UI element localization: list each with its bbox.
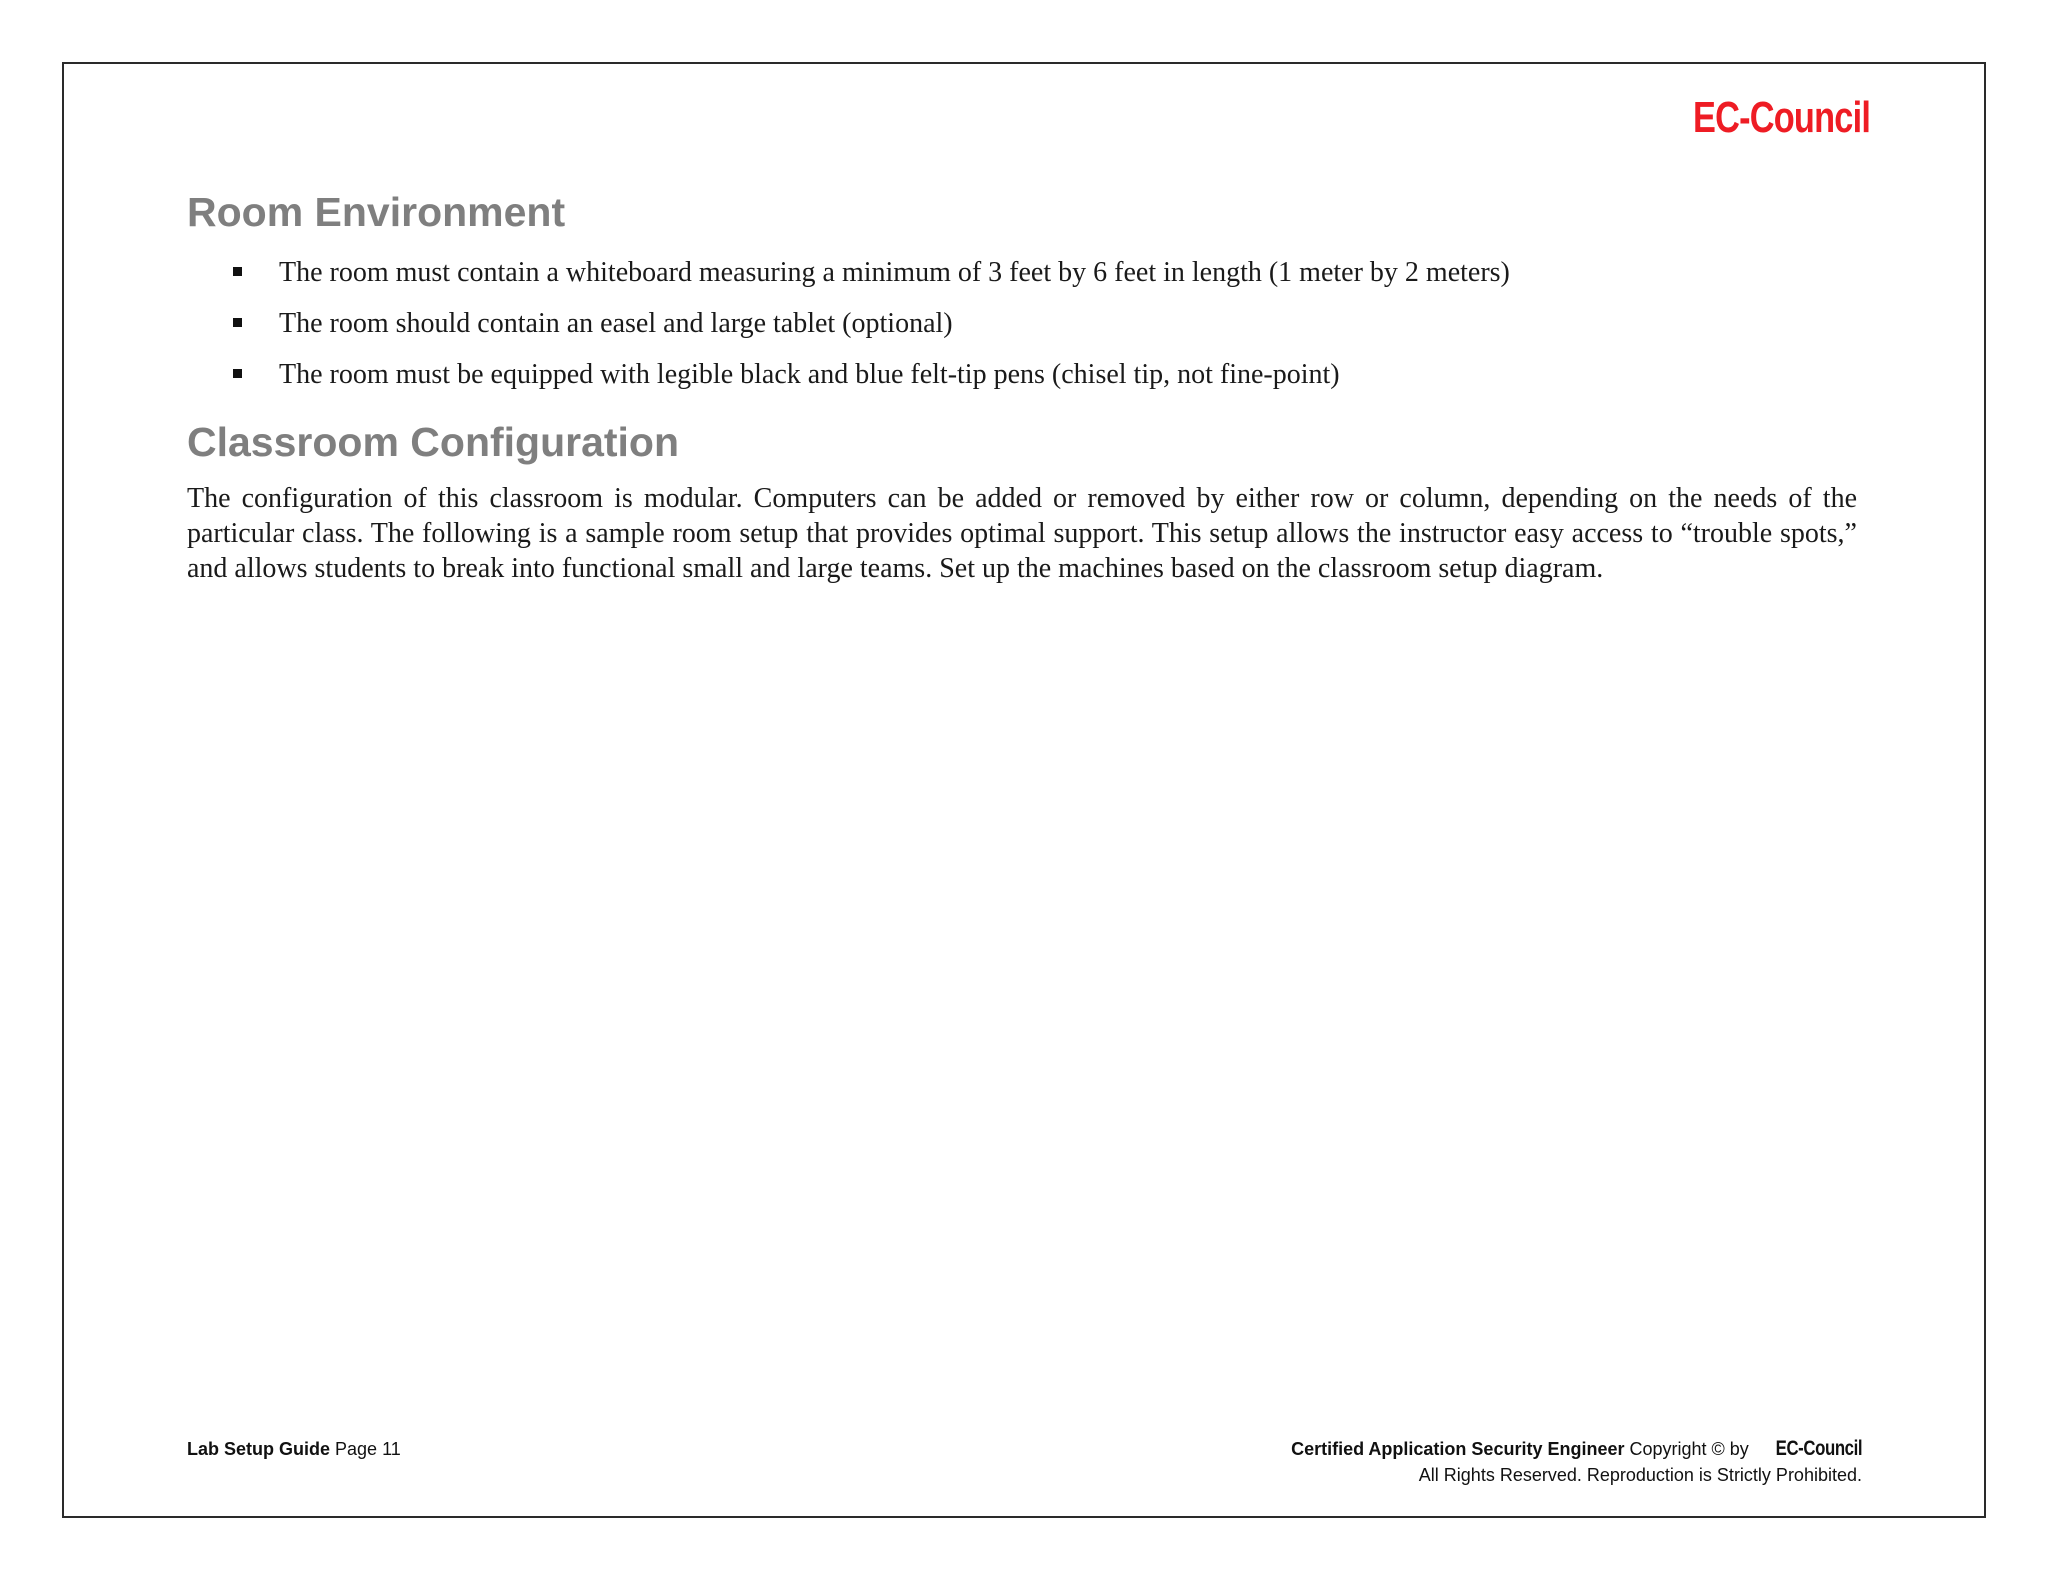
list-item-text: The room must contain a whiteboard measuring a minimum of 3 feet by 6 feet in length (1 meter by 2 meters) [279,257,1510,289]
list-item [279,349,1857,400]
room-environment-list [187,247,1857,400]
footer-ec-council-logo: EC-Council [1775,1437,1862,1460]
footer-guide-name: Lab Setup Guide [187,1439,331,1459]
footer-page-info [187,1439,401,1460]
page-content [187,188,1857,586]
footer-course-name: Certified Application Security Engineer [1291,1439,1625,1459]
footer-copyright-text: Copyright © by [1629,1439,1749,1459]
room-environment-heading: Room Environment [187,189,566,235]
square-bullet-icon [233,267,242,276]
footer-copyright-line [1291,1436,1862,1462]
footer-page-number: Page 11 [335,1439,401,1459]
footer-copyright [1291,1436,1862,1488]
square-bullet-icon [233,318,242,327]
ec-council-logo: EC-Council [1692,93,1870,142]
list-item-text: The room must be equipped with legible black and blue felt-tip pens (chisel tip, not fine-point) [279,359,1340,391]
list-item [279,298,1857,349]
classroom-configuration-heading: Classroom Configuration [187,419,680,466]
footer-rights-text: All Rights Reserved. Reproduction is Strictly Prohibited. [1418,1465,1862,1485]
classroom-configuration-paragraph: The configuration of this classroom is modular. Computers can be added or removed by either row or column, depending on the needs of the particular class. The following is a sample room setup that provides optimal support. This setup allows the instructor easy access to “trouble spots,” and allows students to break into functional small and large teams. Set up the machines based on the classroom setup diagram. [187,483,1857,585]
list-item [279,247,1857,298]
square-bullet-icon [233,369,242,378]
list-item-text: The room should contain an easel and large tablet (optional) [279,308,953,340]
